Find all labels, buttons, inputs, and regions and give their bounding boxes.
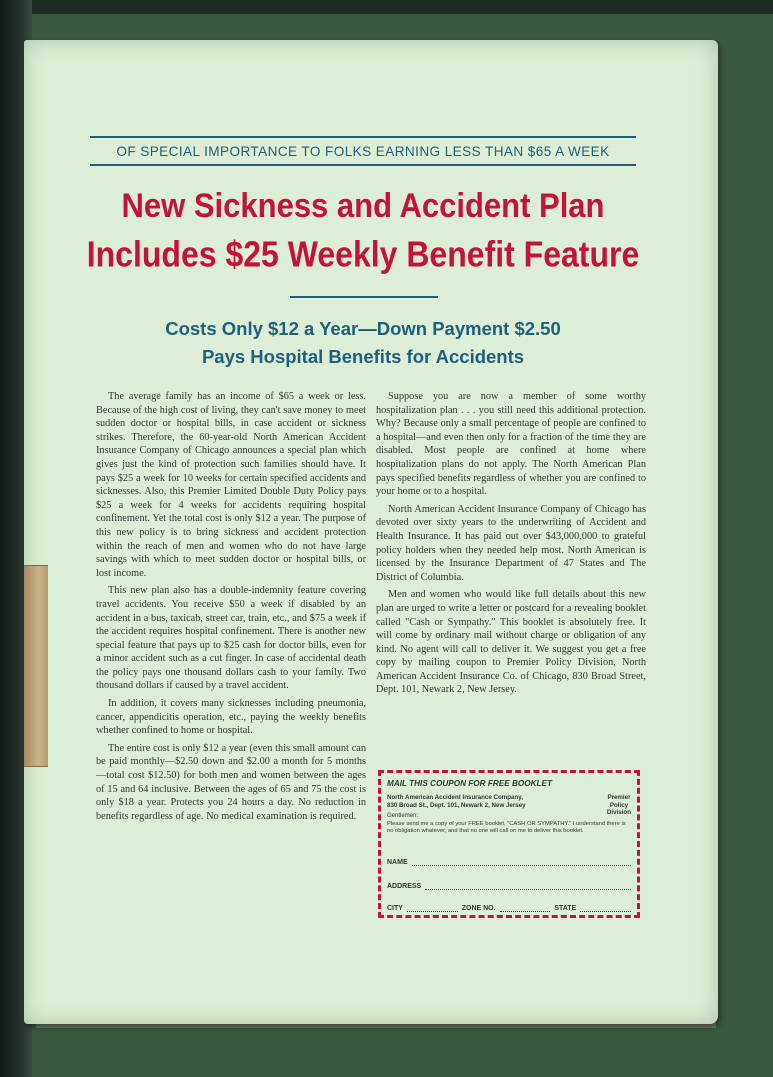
name-line[interactable] <box>412 859 631 866</box>
backdrop-top <box>0 0 773 14</box>
state-label: STATE <box>554 905 577 912</box>
subhead-line-1: Costs Only $12 a Year—Down Payment $2.50 <box>165 318 561 339</box>
zone-line[interactable] <box>500 905 551 912</box>
paragraph: North American Accident Insurance Company of Chicago has devoted over sixty years to the underwriting of Accident and Health Insurance. It has paid out over $43,000,000 to grateful policy holders when they needed help most. North American is licensed by the Insurance Department of 47 States and The District of Columbia. <box>376 503 646 583</box>
headline-line-1: New Sickness and Accident Plan <box>121 185 605 226</box>
coupon-division-line: Division <box>606 809 631 817</box>
coupon-city-field[interactable] <box>387 905 631 912</box>
name-label: NAME <box>387 859 408 866</box>
city-label: CITY <box>387 905 403 912</box>
address-line[interactable] <box>425 883 631 890</box>
divider-rule <box>290 296 438 298</box>
headline-line-2: Includes $25 Weekly Benefit Feature <box>86 233 640 275</box>
coupon-division-line: Premier <box>607 794 631 801</box>
subhead-line-2: Pays Hospital Benefits for Accidents <box>201 346 525 367</box>
paragraph: The entire cost is only $12 a year (even this small amount can be paid monthly—$2.50 down and $2.00 a month for 5 months—total cost $12.50) for both men and women between the ages of 15 and 64 inclusive. Between the ages of 65 and 75 the cost is only $18 a year. Protects you 24 hours a day. No reduction in benefits regardless of age. No medical examination is required. <box>96 742 366 822</box>
paragraph: The average family has an income of $65 a week or less. Because of the high cost of living, they can't save money to meet sudden doctor or hospital bills, in case accident or sickness strikes. Therefore, the 60-year-old North American Accident Insurance Company of Chicago announces a special plan which gives just the kind of protection such families should have. It pays $25 a week for 10 weeks for certain specified accidents and sicknesses. Also, this Premier Limited Double Duty Policy pays $25 a week for 4 weeks for accidents requiring hospital confinement. Yet the total cost is only $12 a year. The purpose of this new policy is to bring sickness and accident protection within the reach of men and women who do not have large savings with which to meet sudden doctor or hospital bills, or lost income. <box>96 391 366 579</box>
coupon-salutation: Gentlemen: <box>387 813 419 819</box>
coupon-division <box>607 794 631 817</box>
coupon-address <box>387 794 583 809</box>
paragraph: Suppose you are now a member of some worthy hospitalization plan . . . you still need this additional protection. Why? Because only a small percentage of people are confined to a hospital—and even then only for a fraction of the time they are disabled. Most people are confined at home where hospitalization plans do not apply. The North American Plan pays specified benefits regardless of whether you are confined to your home or to a hospital. <box>376 391 646 498</box>
binding-tape <box>24 565 48 767</box>
coupon-division-line: Policy <box>609 801 629 809</box>
right-column <box>376 390 646 701</box>
state-line[interactable] <box>580 905 631 912</box>
coupon-name-field[interactable] <box>387 859 631 866</box>
left-column <box>96 390 366 827</box>
coupon-body: Please send me a copy of your FREE booklet, "CASH OR SYMPATHY." I understand there is no obligation whatever, and that no one will call on me to deliver this booklet. <box>387 821 626 834</box>
mail-coupon[interactable] <box>378 770 640 918</box>
paragraph: In addition, it covers many sicknesses including pneumonia, cancer, appendicitis operation, etc., paying the weekly benefits whether confined to home or hospital. <box>96 698 366 737</box>
paragraph: This new plan also has a double-indemnity feature covering travel accidents. You receive $50 a week if disabled by an accident in a bus, taxicab, street car, train, etc., and $75 a week if the accident requires hospital confinement. There is another new special feature that pays up to $25 cash for doctor bills, even for a minor accident such as a cut finger. In case of accidental death the policy pays one thousand dollars cash to your family. Two thousand dollars if caused by a travel accident. <box>96 585 366 692</box>
coupon-title: MAIL THIS COUPON FOR FREE BOOKLET <box>387 779 552 788</box>
coupon-address-line: North American Accident Insurance Company, <box>387 794 523 801</box>
top-banner: OF SPECIAL IMPORTANCE TO FOLKS EARNING LESS THAN $65 A WEEK <box>90 136 636 166</box>
zone-label: ZONE NO. <box>461 905 496 912</box>
city-line[interactable] <box>407 905 458 912</box>
address-label: ADDRESS <box>387 883 422 890</box>
coupon-address-field[interactable] <box>387 883 631 890</box>
coupon-address-line: 830 Broad St., Dept. 101, Newark 2, New Jersey <box>387 801 526 809</box>
paragraph: Men and women who would like full details about this new plan are urged to write a letter or postcard for a revealing booklet called "Cash or Sympathy." This booklet is absolutely free. It will come by ordinary mail without charge or obligation of any kind. No agent will call to deliver it. We suggest you get a free copy by mailing coupon to Premier Policy Division, North American Accident Insurance Co. of Chicago, 830 Broad Street, Dept. 101, Newark 2, New Jersey. <box>376 589 646 696</box>
